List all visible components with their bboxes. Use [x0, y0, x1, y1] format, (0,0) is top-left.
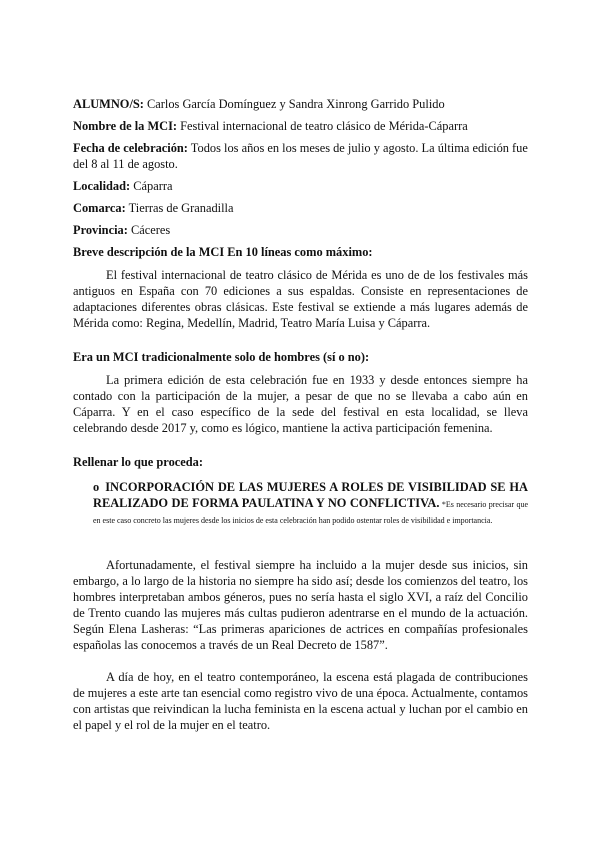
field-fecha-value: Todos los años en los meses de julio y agosto. La última edición fue del 8 al 11 de agosto. [73, 141, 528, 171]
bullet-item [93, 479, 528, 527]
descripcion-heading: Breve descripción de la MCI En 10 líneas como máximo: [73, 245, 373, 259]
field-alumnos-label: ALUMNO/S: [73, 97, 144, 111]
field-comarca-value: Tierras de Granadilla [125, 201, 234, 215]
field-provincia [73, 222, 528, 238]
field-nombre [73, 118, 528, 134]
hombres-heading: Era un MCI tradicionalmente solo de hombres (sí o no): [73, 350, 370, 364]
field-alumnos [73, 96, 528, 112]
field-alumnos-value: Carlos García Domínguez y Sandra Xinrong Garrido Pulido [143, 97, 445, 111]
hombres-text: La primera edición de esta celebración fue en 1933 y desde entonces siempre ha contado con la participación de la mujer, a pesar de que no se llevaba a cabo aún en Cáparra. Y en el caso específico de la sede del festival en esta localidad, se lleva celebrando desde 2017 y, como es lógico, mantiene la activa participación femenina. [73, 373, 528, 435]
field-localidad-value: Cáparra [130, 179, 173, 193]
field-nombre-value: Festival internacional de teatro clásico de Mérida-Cáparra [177, 119, 468, 133]
field-fecha-label: Fecha de celebración: [73, 141, 188, 155]
field-nombre-label: Nombre de la MCI: [73, 119, 178, 133]
descripcion-text: El festival internacional de teatro clásico de Mérida es uno de de los festivales más antiguos en España con 70 ediciones a sus espaldas. Consiste en representaciones de adaptaciones diferentes obras clásicas. Este festival se extiende a más lugares además de Mérida como: Regina, Medellín, Madrid, Teatro María Luisa y Cáparra. [73, 268, 528, 330]
document-page [73, 96, 528, 733]
rellenar-heading: Rellenar lo que proceda: [73, 455, 203, 469]
field-fecha [73, 140, 528, 172]
field-provincia-label: Provincia: [73, 223, 128, 237]
field-comarca [73, 200, 528, 216]
bullet-marker: o [93, 480, 100, 494]
field-localidad-label: Localidad: [73, 179, 131, 193]
paragraph-2: A día de hoy, en el teatro contemporáneo, la escena está plagada de contribuciones de mujeres a este arte tan esencial como registro vivo de una época. Actualmente, contamos con artistas que reivindican la lucha feminista en la escena actual y luchan por el cambio en el papel y el rol de la mujer en el teatro. [73, 670, 528, 732]
bullet-title: INCORPORACIÓN DE LAS MUJERES A ROLES DE VISIBILIDAD SE HA REALIZADO DE FORMA PAULATINA Y NO CONFLICTIVA. [93, 480, 528, 510]
field-comarca-label: Comarca: [73, 201, 126, 215]
paragraph-1: Afortunadamente, el festival siempre ha incluido a la mujer desde sus inicios, sin embargo, a lo largo de la historia no siempre ha sido así; desde los comienzos del teatro, los hombres interpretaban ambos géneros, pues no sería hasta el siglo XVI, a raíz del Concilio de Trento cuando las mujeres más cultas pudieron adentrarse en el mundo de la actuación. Según Elena Lasheras: “Las primeras apariciones de actrices en compañías profesionales españolas las conocemos a través de un Real Decreto de 1587”. [73, 558, 528, 652]
field-localidad [73, 178, 528, 194]
bullet-note: *Es necesario precisar que en este caso concreto las mujeres desde los inicios de esta celebración han podido ostentar roles de visibilidad e importancia. [93, 500, 528, 525]
field-provincia-value: Cáceres [127, 223, 171, 237]
